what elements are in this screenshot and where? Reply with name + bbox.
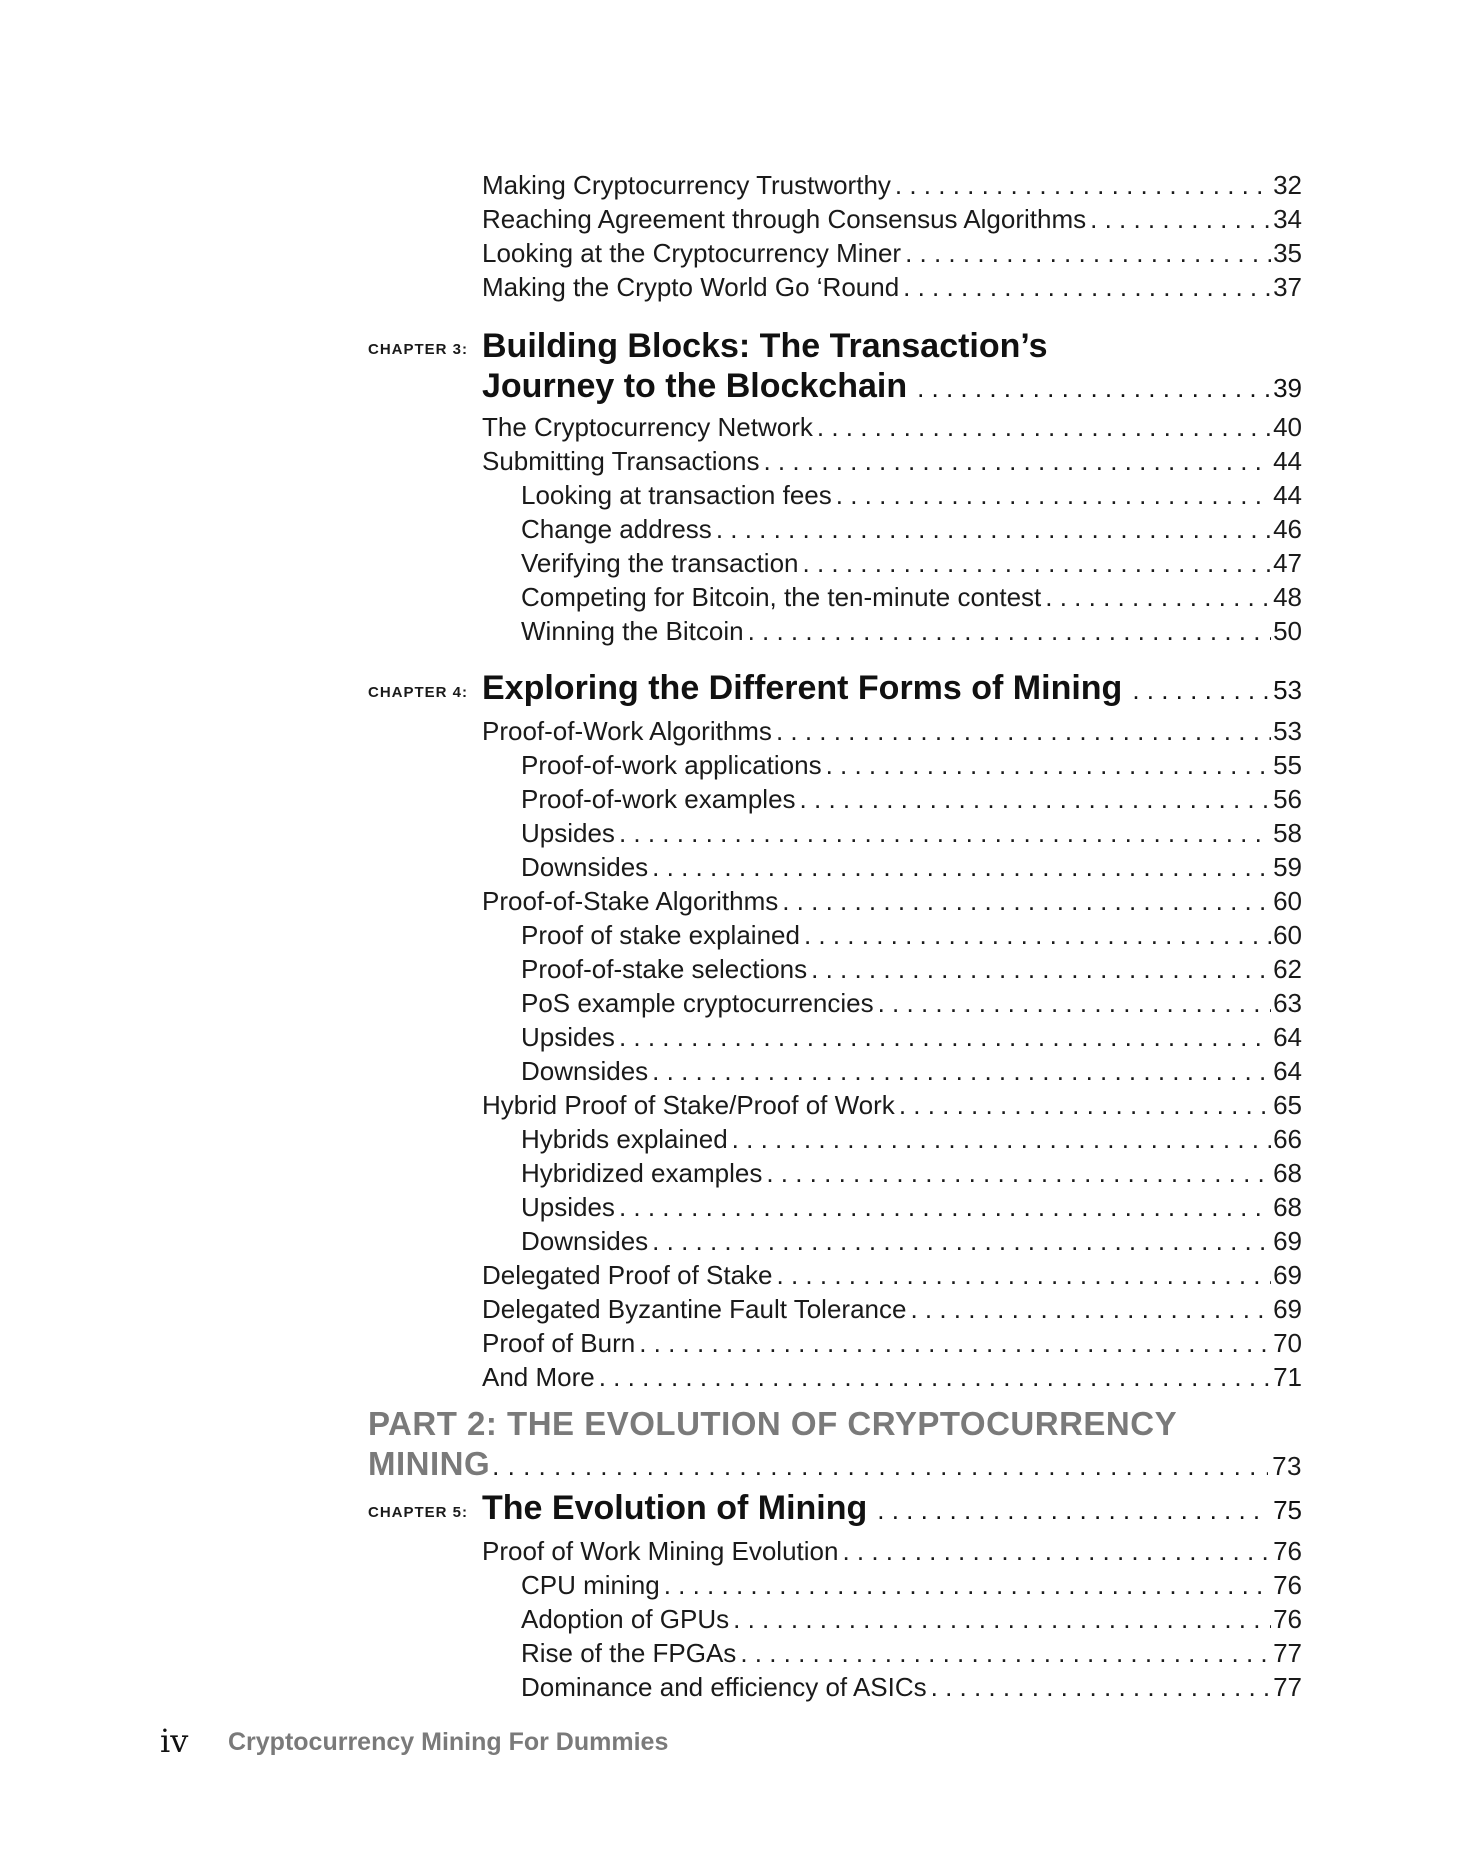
leader-dots <box>776 714 1271 748</box>
toc-entry-title: Proof of Work Mining Evolution <box>482 1536 839 1566</box>
leader-dots <box>877 1490 1269 1530</box>
toc-subentry[interactable] <box>521 850 1302 884</box>
toc-entry-page: 71 <box>1273 1362 1302 1392</box>
toc-entry-title: Dominance and efficiency of ASICs <box>521 1672 927 1702</box>
toc-entry-page: 55 <box>1273 750 1302 780</box>
toc-subentry[interactable] <box>521 1602 1302 1636</box>
part-page: 73 <box>1272 1451 1302 1481</box>
chapter-label: CHAPTER 4: <box>368 684 469 701</box>
toc-entry-page: 56 <box>1273 784 1302 814</box>
leader-dots <box>763 444 1271 478</box>
leader-dots <box>733 1602 1271 1636</box>
leader-dots <box>664 1568 1271 1602</box>
toc-subentry[interactable] <box>521 1224 1302 1258</box>
chapter-page: 53 <box>1273 675 1302 705</box>
toc-entry-title: Proof of stake explained <box>521 920 800 950</box>
leader-dots <box>905 236 1271 270</box>
running-footer-title: Cryptocurrency Mining For Dummies <box>228 1728 669 1756</box>
toc-entry[interactable] <box>482 270 1302 304</box>
toc-entry-page: 50 <box>1273 616 1302 646</box>
chapter-page: 75 <box>1273 1495 1302 1525</box>
leader-dots <box>782 884 1271 918</box>
toc-entry-page: 44 <box>1273 480 1302 510</box>
toc-entry-title: The Cryptocurrency Network <box>482 412 813 442</box>
chapter-title-line: Exploring the Different Forms of Mining <box>482 669 1123 707</box>
leader-dots <box>1132 670 1269 710</box>
leader-dots <box>836 478 1271 512</box>
leader-dots <box>842 1534 1271 1568</box>
part-title[interactable] <box>368 1404 1302 1486</box>
toc-entry-page: 48 <box>1273 582 1302 612</box>
toc-subentry[interactable] <box>521 782 1302 816</box>
toc-subentry[interactable] <box>521 952 1302 986</box>
toc-entry-title: Making the Crypto World Go ‘Round <box>482 272 900 302</box>
toc-subentry[interactable] <box>521 512 1302 546</box>
leader-dots <box>917 368 1269 408</box>
toc-entry-page: 69 <box>1273 1226 1302 1256</box>
toc-entry[interactable] <box>482 714 1302 748</box>
leader-dots <box>1090 202 1271 236</box>
toc-entry-page: 46 <box>1273 514 1302 544</box>
toc-entry-title: Submitting Transactions <box>482 446 760 476</box>
toc-subentry[interactable] <box>521 1156 1302 1190</box>
chapter-page: 39 <box>1273 373 1302 403</box>
toc-entry-title: Hybrids explained <box>521 1124 728 1154</box>
toc-entry-page: 63 <box>1273 988 1302 1018</box>
leader-dots <box>619 1190 1271 1224</box>
chapter-title-line: Building Blocks: The Transaction’s <box>482 327 1048 365</box>
toc-entry-page: 70 <box>1273 1328 1302 1358</box>
toc-entry-page: 69 <box>1273 1260 1302 1290</box>
toc-entry-title: And More <box>482 1362 595 1392</box>
toc-entry-title: Competing for Bitcoin, the ten-minute contest <box>521 582 1042 612</box>
part-title-line: MINING <box>368 1445 491 1482</box>
toc-subentry[interactable] <box>521 478 1302 512</box>
leader-dots <box>766 1156 1271 1190</box>
toc-entry-title: Reaching Agreement through Consensus Algorithms <box>482 204 1087 234</box>
toc-entry-page: 40 <box>1273 412 1302 442</box>
toc-entry[interactable] <box>482 1360 1302 1394</box>
toc-entry-title: Winning the Bitcoin <box>521 616 744 646</box>
toc-entry-title: Delegated Byzantine Fault Tolerance <box>482 1294 907 1324</box>
toc-entry-title: Proof of Burn <box>482 1328 636 1358</box>
toc-entry[interactable] <box>482 444 1302 478</box>
leader-dots <box>652 850 1271 884</box>
leader-dots <box>817 410 1271 444</box>
chapter-label: CHAPTER 5: <box>368 1504 469 1521</box>
toc-entry-title: Upsides <box>521 818 615 848</box>
toc-subentry[interactable] <box>521 580 1302 614</box>
toc-entry-title: Downsides <box>521 1056 649 1086</box>
toc-entry-page: 64 <box>1273 1056 1302 1086</box>
leader-dots <box>803 546 1272 580</box>
toc-subentry[interactable] <box>521 986 1302 1020</box>
toc-entry[interactable] <box>482 884 1302 918</box>
toc-entry-title: Downsides <box>521 1226 649 1256</box>
leader-dots <box>639 1326 1271 1360</box>
toc-entry-page: 37 <box>1273 272 1302 302</box>
toc-entry-page: 62 <box>1273 954 1302 984</box>
toc-subentry[interactable] <box>521 748 1302 782</box>
page-number: iv <box>160 1722 189 1760</box>
leader-dots <box>931 1670 1271 1704</box>
leader-dots <box>732 1122 1271 1156</box>
toc-subentry[interactable] <box>521 1636 1302 1670</box>
toc-entry[interactable] <box>482 1088 1302 1122</box>
leader-dots <box>748 614 1272 648</box>
toc-entry[interactable] <box>482 202 1302 236</box>
leader-dots <box>652 1224 1271 1258</box>
toc-subentry[interactable] <box>521 816 1302 850</box>
toc-entry[interactable] <box>482 168 1302 202</box>
leader-dots <box>492 1446 1268 1486</box>
toc-entry-page: 76 <box>1273 1570 1302 1600</box>
chapter-title-line: Journey to the Blockchain <box>482 367 908 405</box>
toc-entry-page: 66 <box>1273 1124 1302 1154</box>
toc-subentry[interactable] <box>521 546 1302 580</box>
toc-entry-title: Proof-of-Work Algorithms <box>482 716 772 746</box>
toc-entry-title: Rise of the FPGAs <box>521 1638 737 1668</box>
toc-entry-page: 64 <box>1273 1022 1302 1052</box>
toc-entry-title: Delegated Proof of Stake <box>482 1260 773 1290</box>
toc-subentry[interactable] <box>521 1568 1302 1602</box>
leader-dots <box>619 1020 1271 1054</box>
toc-entry-title: Downsides <box>521 852 649 882</box>
chapter-title-line: The Evolution of Mining <box>482 1489 868 1527</box>
toc-entry-title: Proof-of-Stake Algorithms <box>482 886 779 916</box>
leader-dots <box>811 952 1271 986</box>
leader-dots <box>878 986 1271 1020</box>
toc-entry-title: Change address <box>521 514 712 544</box>
toc-subentry[interactable] <box>521 1670 1302 1704</box>
toc-entry[interactable] <box>482 1534 1302 1568</box>
toc-subentry[interactable] <box>521 614 1302 648</box>
toc-entry-title: Adoption of GPUs <box>521 1604 730 1634</box>
toc-entry-page: 68 <box>1273 1192 1302 1222</box>
leader-dots <box>777 1258 1272 1292</box>
toc-entry[interactable] <box>482 1258 1302 1292</box>
toc-entry-page: 76 <box>1273 1536 1302 1566</box>
toc-entry-page: 77 <box>1273 1638 1302 1668</box>
toc-subentry[interactable] <box>521 918 1302 952</box>
leader-dots <box>826 748 1272 782</box>
leader-dots <box>899 1088 1271 1122</box>
toc-entry-page: 68 <box>1273 1158 1302 1188</box>
toc-entry-page: 60 <box>1273 886 1302 916</box>
toc-entry-page: 34 <box>1273 204 1302 234</box>
leader-dots <box>716 512 1271 546</box>
toc-entry-page: 47 <box>1273 548 1302 578</box>
chapter-label: CHAPTER 3: <box>368 341 469 358</box>
leader-dots <box>910 1292 1271 1326</box>
leader-dots <box>903 270 1271 304</box>
toc-entry-page: 60 <box>1273 920 1302 950</box>
toc-entry-title: Proof-of-stake selections <box>521 954 808 984</box>
leader-dots <box>1045 580 1271 614</box>
toc-entry-page: 44 <box>1273 446 1302 476</box>
toc-entry-page: 77 <box>1273 1672 1302 1702</box>
toc-subentry[interactable] <box>521 1020 1302 1054</box>
toc-entry-page: 58 <box>1273 818 1302 848</box>
toc-entry-title: Hybrid Proof of Stake/Proof of Work <box>482 1090 895 1120</box>
chapter-title[interactable] <box>482 326 1302 408</box>
toc-entry-title: Upsides <box>521 1022 615 1052</box>
toc-entry-title: PoS example cryptocurrencies <box>521 988 874 1018</box>
toc-entry-page: 53 <box>1273 716 1302 746</box>
leader-dots <box>804 918 1271 952</box>
toc-entry-page: 69 <box>1273 1294 1302 1324</box>
toc-entry-title: Looking at transaction fees <box>521 480 832 510</box>
toc-entry-title: CPU mining <box>521 1570 660 1600</box>
toc-entry[interactable] <box>482 1292 1302 1326</box>
toc-entry-page: 32 <box>1273 170 1302 200</box>
toc-entry-title: Making Cryptocurrency Trustworthy <box>482 170 891 200</box>
toc-subentry[interactable] <box>521 1190 1302 1224</box>
toc-entry-title: Proof-of-work applications <box>521 750 822 780</box>
toc-entry-page: 65 <box>1273 1090 1302 1120</box>
part-title-line: PART 2: THE EVOLUTION OF CRYPTOCURRENCY <box>368 1405 1178 1442</box>
leader-dots <box>599 1360 1271 1394</box>
toc-subentry[interactable] <box>521 1054 1302 1088</box>
toc-entry-page: 35 <box>1273 238 1302 268</box>
leader-dots <box>895 168 1271 202</box>
leader-dots <box>652 1054 1271 1088</box>
leader-dots <box>740 1636 1271 1670</box>
toc-entry-title: Upsides <box>521 1192 615 1222</box>
toc-entry-title: Verifying the transaction <box>521 548 799 578</box>
toc-subentry[interactable] <box>521 1122 1302 1156</box>
toc-entry-title: Hybridized examples <box>521 1158 763 1188</box>
chapter-title[interactable] <box>482 1488 1302 1530</box>
chapter-title[interactable] <box>482 668 1302 710</box>
toc-entry-page: 59 <box>1273 852 1302 882</box>
toc-entry-page: 76 <box>1273 1604 1302 1634</box>
toc-entry[interactable] <box>482 410 1302 444</box>
leader-dots <box>619 816 1271 850</box>
toc-entry[interactable] <box>482 1326 1302 1360</box>
toc-entry-title: Proof-of-work examples <box>521 784 796 814</box>
leader-dots <box>800 782 1272 816</box>
toc-entry-title: Looking at the Cryptocurrency Miner <box>482 238 902 268</box>
toc-entry[interactable] <box>482 236 1302 270</box>
